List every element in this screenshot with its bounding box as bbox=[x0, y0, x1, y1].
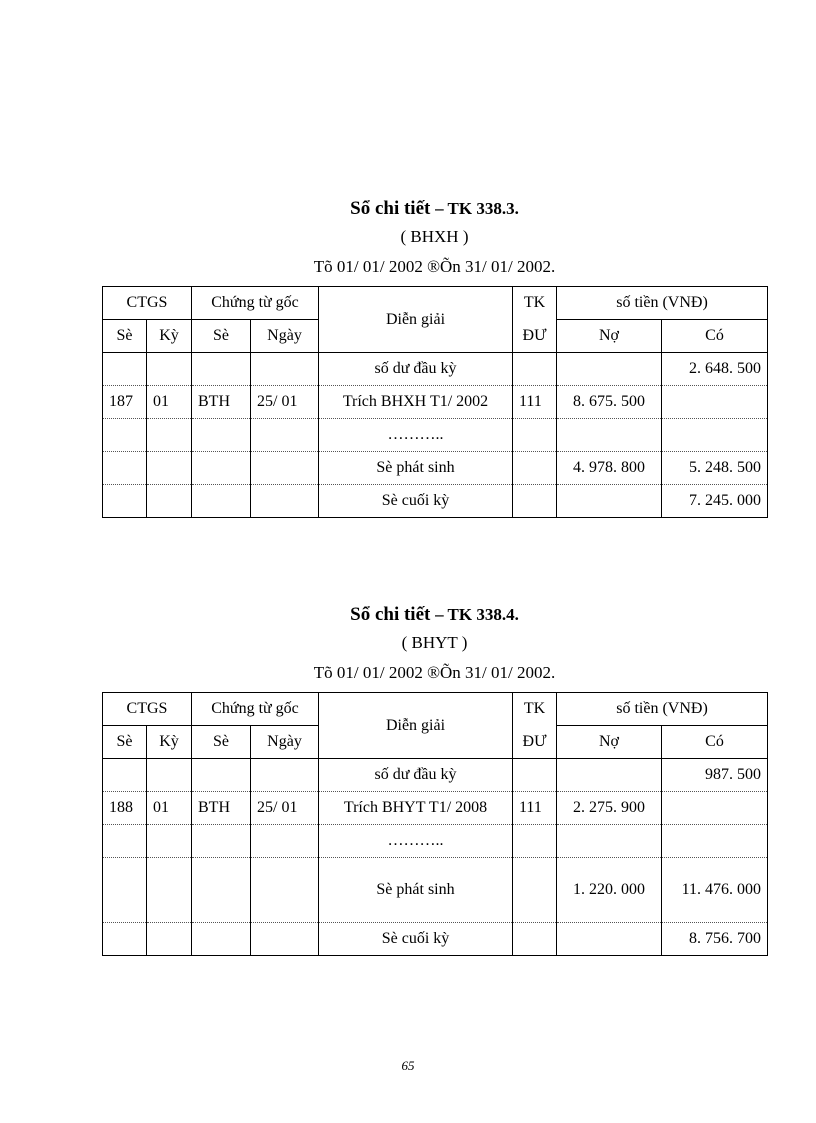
header-tk: TK bbox=[513, 693, 557, 726]
cell-no: 4. 978. 800 bbox=[557, 452, 662, 485]
cell-no bbox=[557, 419, 662, 452]
cell-dien-giai: ……….. bbox=[319, 825, 513, 858]
ledger-period: Tõ 01/ 01/ 2002 ®Õn 31/ 01/ 2002. bbox=[313, 257, 556, 276]
cell-tk bbox=[513, 353, 557, 386]
cell-co: 11. 476. 000 bbox=[662, 858, 768, 923]
header-row-top bbox=[103, 693, 768, 726]
header-so: Sè bbox=[103, 320, 147, 353]
cell-so: 187 bbox=[103, 386, 147, 419]
cell-so bbox=[103, 858, 147, 923]
header-dien-giai: Diễn giải bbox=[319, 693, 513, 759]
ledger-subtitle: ( BHYT ) bbox=[401, 633, 468, 652]
cell-ngay bbox=[251, 419, 319, 452]
cell-so bbox=[103, 353, 147, 386]
cell-ky: 01 bbox=[147, 386, 192, 419]
ledger-table bbox=[102, 286, 768, 518]
ledger-title bbox=[102, 602, 767, 628]
cell-dien-giai: Sè phát sinh bbox=[319, 452, 513, 485]
ledger-tk-3383 bbox=[102, 196, 767, 518]
header-ngay: Ngày bbox=[251, 726, 319, 759]
header-ky: Kỳ bbox=[147, 726, 192, 759]
cell-ct-so: BTH bbox=[192, 792, 251, 825]
cell-so: 188 bbox=[103, 792, 147, 825]
cell-so bbox=[103, 452, 147, 485]
cell-ky bbox=[147, 419, 192, 452]
header-chung-tu-goc: Chứng từ gốc bbox=[192, 287, 319, 320]
cell-tk bbox=[513, 923, 557, 956]
cell-no: 1. 220. 000 bbox=[557, 858, 662, 923]
table-row bbox=[103, 759, 768, 792]
cell-ky bbox=[147, 825, 192, 858]
cell-co: 987. 500 bbox=[662, 759, 768, 792]
cell-tk bbox=[513, 825, 557, 858]
cell-so bbox=[103, 485, 147, 518]
cell-tk: 111 bbox=[513, 386, 557, 419]
header-co: Có bbox=[662, 320, 768, 353]
cell-tk bbox=[513, 452, 557, 485]
cell-co: 8. 756. 700 bbox=[662, 923, 768, 956]
cell-no: 8. 675. 500 bbox=[557, 386, 662, 419]
header-no: Nợ bbox=[557, 726, 662, 759]
cell-so bbox=[103, 419, 147, 452]
cell-co: 2. 648. 500 bbox=[662, 353, 768, 386]
table-row bbox=[103, 825, 768, 858]
cell-co bbox=[662, 386, 768, 419]
cell-ky: 01 bbox=[147, 792, 192, 825]
cell-ngay bbox=[251, 353, 319, 386]
cell-ct-so bbox=[192, 485, 251, 518]
ledger-title-text: Sổ chi tiết bbox=[350, 604, 431, 625]
ledger-title-text: Sổ chi tiết bbox=[350, 198, 431, 219]
cell-dien-giai: Trích BHYT T1/ 2008 bbox=[319, 792, 513, 825]
header-row-top bbox=[103, 287, 768, 320]
table-row bbox=[103, 353, 768, 386]
cell-so bbox=[103, 825, 147, 858]
cell-no bbox=[557, 759, 662, 792]
cell-ct-so bbox=[192, 825, 251, 858]
cell-tk: 111 bbox=[513, 792, 557, 825]
header-so-tien: số tiền (VNĐ) bbox=[557, 287, 768, 320]
cell-dien-giai: số dư đầu kỳ bbox=[319, 353, 513, 386]
cell-no bbox=[557, 353, 662, 386]
cell-tk bbox=[513, 485, 557, 518]
header-chung-tu-goc: Chứng từ gốc bbox=[192, 693, 319, 726]
cell-no: 2. 275. 900 bbox=[557, 792, 662, 825]
header-ky: Kỳ bbox=[147, 320, 192, 353]
table-row bbox=[103, 792, 768, 825]
cell-co: 7. 245. 000 bbox=[662, 485, 768, 518]
header-ctgs: CTGS bbox=[103, 693, 192, 726]
cell-ct-so: BTH bbox=[192, 386, 251, 419]
cell-ky bbox=[147, 759, 192, 792]
cell-ngay bbox=[251, 858, 319, 923]
header-dien-giai: Diễn giải bbox=[319, 287, 513, 353]
cell-dien-giai: Sè cuối kỳ bbox=[319, 485, 513, 518]
cell-ngay bbox=[251, 825, 319, 858]
cell-no bbox=[557, 923, 662, 956]
cell-no bbox=[557, 825, 662, 858]
table-row bbox=[103, 858, 768, 923]
cell-ky bbox=[147, 353, 192, 386]
cell-dien-giai: Sè phát sinh bbox=[319, 858, 513, 923]
header-ct-so: Sè bbox=[192, 726, 251, 759]
cell-ngay bbox=[251, 452, 319, 485]
cell-dien-giai: ……….. bbox=[319, 419, 513, 452]
cell-ct-so bbox=[192, 452, 251, 485]
cell-tk bbox=[513, 419, 557, 452]
cell-co bbox=[662, 792, 768, 825]
cell-ky bbox=[147, 858, 192, 923]
cell-ct-so bbox=[192, 419, 251, 452]
header-ngay: Ngày bbox=[251, 320, 319, 353]
ledger-account: – TK 338.3. bbox=[435, 199, 519, 218]
cell-ct-so bbox=[192, 923, 251, 956]
cell-dien-giai: Trích BHXH T1/ 2002 bbox=[319, 386, 513, 419]
ledger-title bbox=[102, 196, 767, 222]
cell-no bbox=[557, 485, 662, 518]
cell-ct-so bbox=[192, 759, 251, 792]
cell-dien-giai: số dư đầu kỳ bbox=[319, 759, 513, 792]
ledger-tk-3384 bbox=[102, 602, 767, 956]
cell-ct-so bbox=[192, 858, 251, 923]
header-no: Nợ bbox=[557, 320, 662, 353]
cell-ngay bbox=[251, 485, 319, 518]
header-du: ĐƯ bbox=[513, 320, 557, 353]
cell-co bbox=[662, 825, 768, 858]
cell-ky bbox=[147, 452, 192, 485]
header-tk: TK bbox=[513, 287, 557, 320]
cell-ky bbox=[147, 485, 192, 518]
header-ct-so: Sè bbox=[192, 320, 251, 353]
ledger-period: Tõ 01/ 01/ 2002 ®Õn 31/ 01/ 2002. bbox=[313, 663, 556, 682]
cell-so bbox=[103, 923, 147, 956]
cell-ky bbox=[147, 923, 192, 956]
table-row bbox=[103, 386, 768, 419]
page-number: 65 bbox=[401, 1058, 415, 1073]
cell-ngay bbox=[251, 759, 319, 792]
cell-ngay: 25/ 01 bbox=[251, 792, 319, 825]
cell-co: 5. 248. 500 bbox=[662, 452, 768, 485]
table-row bbox=[103, 419, 768, 452]
cell-so bbox=[103, 759, 147, 792]
ledger-table bbox=[102, 692, 768, 956]
table-row bbox=[103, 452, 768, 485]
ledger-subtitle: ( BHXH ) bbox=[400, 227, 469, 246]
cell-dien-giai: Sè cuối kỳ bbox=[319, 923, 513, 956]
ledger-account: – TK 338.4. bbox=[435, 605, 519, 624]
cell-ct-so bbox=[192, 353, 251, 386]
cell-tk bbox=[513, 858, 557, 923]
header-co: Có bbox=[662, 726, 768, 759]
table-row bbox=[103, 485, 768, 518]
cell-co bbox=[662, 419, 768, 452]
header-so: Sè bbox=[103, 726, 147, 759]
header-ctgs: CTGS bbox=[103, 287, 192, 320]
header-so-tien: số tiền (VNĐ) bbox=[557, 693, 768, 726]
header-du: ĐƯ bbox=[513, 726, 557, 759]
cell-ngay: 25/ 01 bbox=[251, 386, 319, 419]
cell-tk bbox=[513, 759, 557, 792]
table-row bbox=[103, 923, 768, 956]
cell-ngay bbox=[251, 923, 319, 956]
